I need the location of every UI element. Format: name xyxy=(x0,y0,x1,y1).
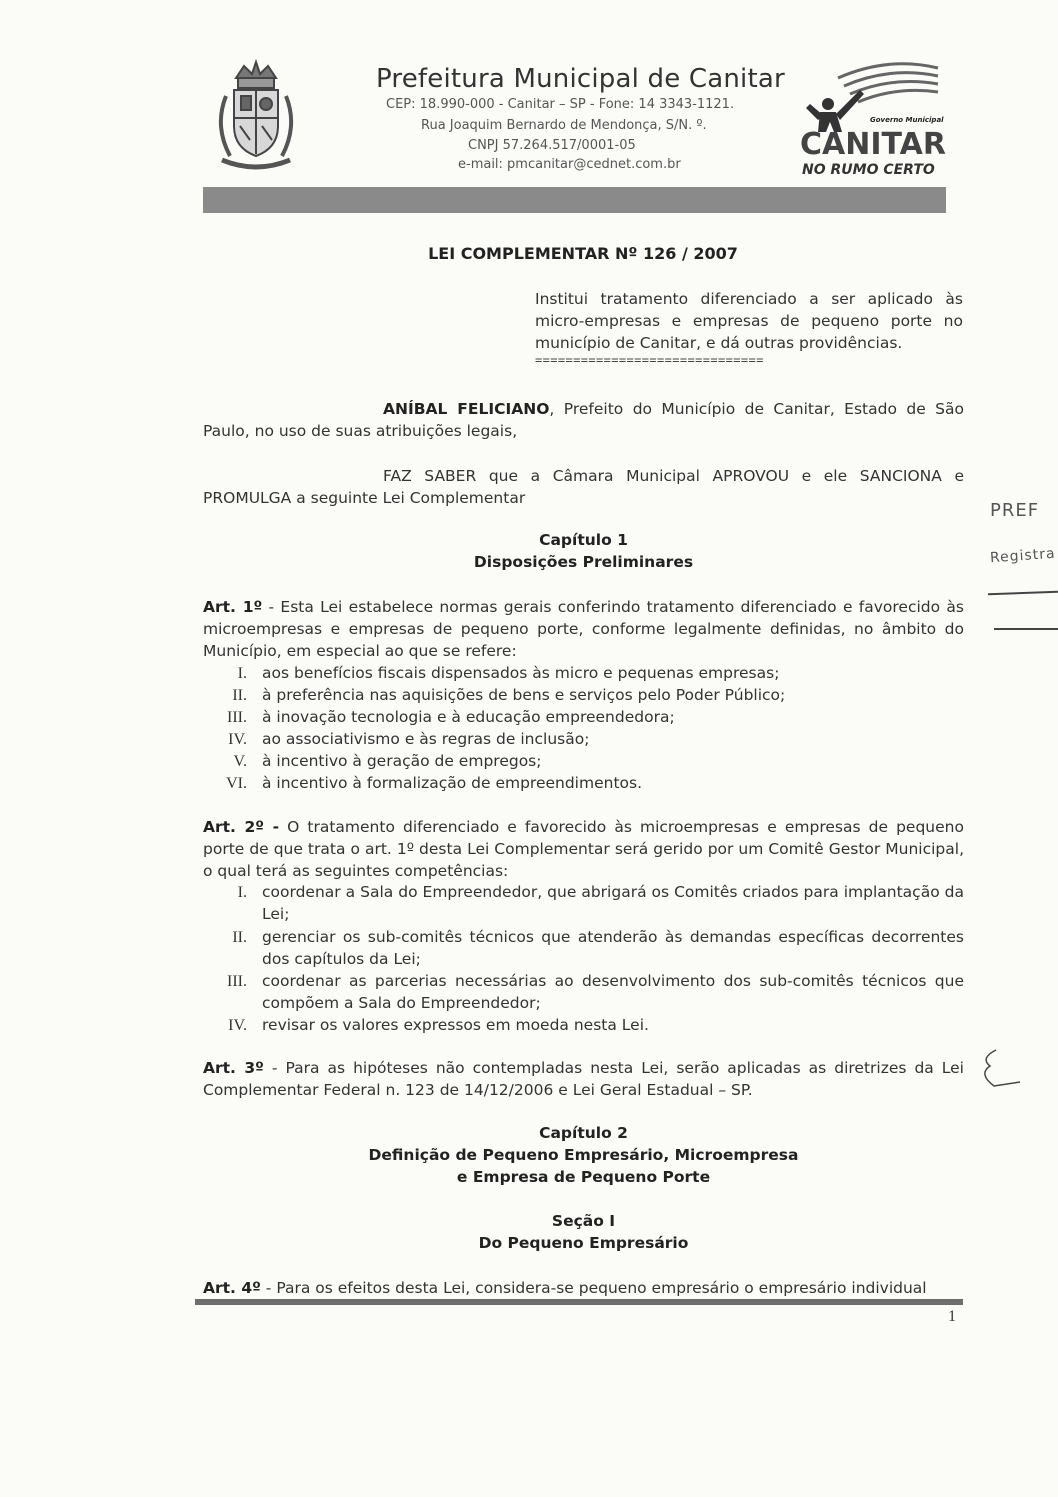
art1-item-3: III. à inovação tecnologia e à educação empreendedora; xyxy=(227,708,675,726)
coat-of-arms-logo xyxy=(208,56,304,174)
header-address-line: Rua Joaquim Bernardo de Mendonça, S/N. º. xyxy=(421,118,707,133)
chapter2-title-line2: e Empresa de Pequeno Porte xyxy=(456,1168,711,1186)
canitar-brand-logo xyxy=(798,60,950,178)
faz-saber-paragraph: FAZ SABER que a Câmara Municipal APROVOU e ele SANCIONA e PROMULGA a seguinte Lei Complementar xyxy=(203,467,964,507)
art1-item-1: I. aos benefícios fiscais dispensados às micro e pequenas empresas; xyxy=(237,664,780,682)
stamp-line-2 xyxy=(994,628,1058,630)
law-title: LEI COMPLEMENTAR Nº 126 / 2007 xyxy=(428,244,738,263)
article-2 xyxy=(203,816,964,882)
art2-item-3: III. coordenar as parcerias necessárias ao desenvolvimento dos sub-comitês técnicos que compõem a Sala do Empreendedor; xyxy=(227,972,964,1012)
art1-item-6: VI. à incentivo à formalização de empreendimentos. xyxy=(226,774,643,792)
brand-name-text: CANITAR xyxy=(800,127,946,162)
article-1-text: - Esta Lei estabelece normas gerais conferindo tratamento diferenciado e favorecido às microempresas e empresas de pequeno porte, conforme legalmente definidas, no âmbito do Município, em especial ao que se refere: xyxy=(203,598,964,660)
article-2-text: O tratamento diferenciado e favorecido às microempresas e empresas de pequeno porte de que trata o art. 1º desta Lei Complementar será gerido por um Comitê Gestor Municipal, o qual terá as seguintes competências: xyxy=(203,818,964,880)
art2-item-4: IV. revisar os valores expressos em moeda nesta Lei. xyxy=(228,1016,649,1034)
art1-item-2: II. à preferência nas aquisições de bens e serviços pelo Poder Público; xyxy=(232,686,786,704)
article-1-label: Art. 1º xyxy=(203,598,263,616)
handwritten-mark xyxy=(976,1046,1026,1094)
summary-separator: ============================== xyxy=(535,353,764,367)
article-1 xyxy=(203,596,964,662)
stamp-text-top: PREF xyxy=(990,500,1040,521)
header-title: Prefeitura Municipal de Canitar xyxy=(376,64,785,94)
chapter1-label: Capítulo 1 xyxy=(539,531,628,549)
stamp-line-1 xyxy=(988,591,1058,595)
preamble-text: , Prefeito do Município de Canitar, Estado de São Paulo, no uso de suas atribuições legais, xyxy=(203,400,964,440)
header-cnpj-line: CNPJ 57.264.517/0001-05 xyxy=(468,138,636,153)
preamble-paragraph xyxy=(203,398,964,442)
page-number: 1 xyxy=(948,1308,956,1325)
article-3 xyxy=(203,1057,964,1101)
article-2-label: Art. 2º - xyxy=(203,818,280,836)
chapter2-label: Capítulo 2 xyxy=(539,1124,628,1142)
article-4-text: - Para os efeitos desta Lei, considera-se pequeno empresário o empresário individual xyxy=(260,1279,927,1297)
section1-title: Do Pequeno Empresário xyxy=(478,1234,689,1252)
header-band xyxy=(203,187,946,213)
article-4 xyxy=(203,1277,964,1299)
art2-item-2: II. gerenciar os sub-comitês técnicos que atenderão às demandas específicas decorrentes dos capítulos da Lei; xyxy=(232,928,964,968)
section1-label: Seção I xyxy=(551,1212,616,1230)
chapter1-title: Disposições Preliminares xyxy=(473,553,694,571)
art1-item-4: IV. ao associativismo e às regras de inclusão; xyxy=(228,730,590,748)
article-3-text: - Para as hipóteses não contempladas nesta Lei, serão aplicadas as diretrizes da Lei Complementar Federal n. 123 de 14/12/2006 e Lei Geral Estadual – SP. xyxy=(203,1059,964,1099)
chapter2-title-line1: Definição de Pequeno Empresário, Microempresa xyxy=(368,1146,799,1164)
brand-slogan-text: NO RUMO CERTO xyxy=(802,162,935,178)
stamp-text-registra: Registra xyxy=(989,545,1057,567)
brand-small-text: Governo Municipal xyxy=(870,116,944,124)
header-email-line: e-mail: pmcanitar@cednet.com.br xyxy=(458,157,681,172)
mayor-name: ANÍBAL FELICIANO xyxy=(383,400,550,418)
law-summary: Institui tratamento diferenciado a ser aplicado às micro-empresas e empresas de pequeno porte no município de Canitar, e dá outras providências. xyxy=(535,290,963,352)
footer-bar xyxy=(195,1299,963,1305)
art2-item-1: I. coordenar a Sala do Empreendedor, que abrigará os Comitês criados para implantação da Lei; xyxy=(237,883,964,923)
article-4-label: Art. 4º xyxy=(203,1279,261,1297)
article-3-label: Art. 3º xyxy=(203,1059,264,1077)
art1-item-5: V. à incentivo à geração de empregos; xyxy=(233,752,542,770)
header-cep-line: CEP: 18.990-000 - Canitar – SP - Fone: 14 3343-1121. xyxy=(386,97,735,112)
